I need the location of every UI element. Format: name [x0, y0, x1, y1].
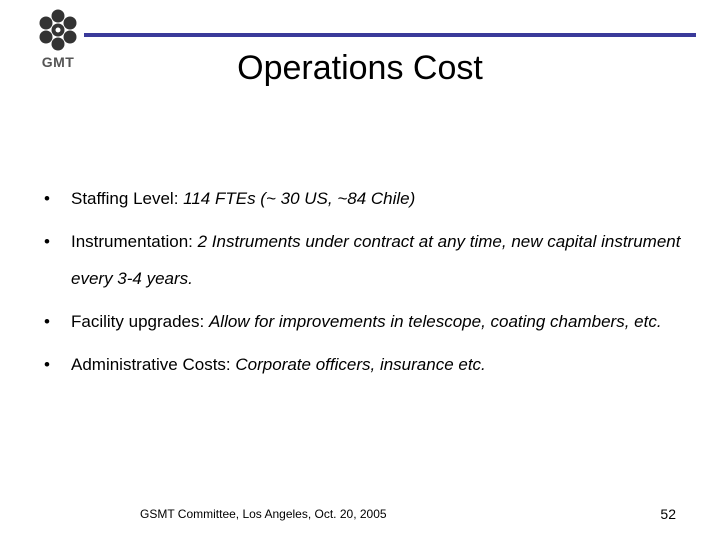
- gmt-mirror-cluster-icon: [30, 8, 86, 52]
- bullet-detail: 2 Instruments under contract at any time, new capital instrument every 3-4 years.: [71, 232, 681, 288]
- bullet-label: Facility upgrades:: [71, 312, 209, 331]
- bullet-marker: •: [44, 232, 50, 251]
- page-number: 52: [660, 506, 676, 522]
- bullet-label: Instrumentation:: [71, 232, 198, 251]
- bullet-item-instrumentation: [44, 223, 684, 297]
- bullet-detail: Corporate officers, insurance etc.: [235, 355, 486, 374]
- bullet-detail: Allow for improvements in telescope, coating chambers, etc.: [208, 312, 662, 331]
- bullet-marker: •: [44, 355, 50, 374]
- bullet-label: Administrative Costs:: [71, 355, 236, 374]
- bullet-list: [44, 180, 684, 389]
- bullet-item-staffing: [44, 180, 684, 217]
- logo-text: GMT: [41, 54, 75, 70]
- bullet-detail: 114 FTEs (~ 30 US, ~84 Chile): [183, 189, 416, 208]
- title-rule: [84, 33, 696, 37]
- bullet-label: Staffing Level:: [71, 189, 184, 208]
- slide-title: Operations Cost: [237, 49, 483, 87]
- bullet-item-administrative: [44, 346, 684, 383]
- footer-text: GSMT Committee, Los Angeles, Oct. 20, 2005: [140, 507, 387, 521]
- bullet-marker: •: [44, 189, 50, 208]
- gmt-logo: [30, 8, 90, 78]
- bullet-marker: •: [44, 312, 50, 331]
- bullet-item-facility: [44, 303, 684, 340]
